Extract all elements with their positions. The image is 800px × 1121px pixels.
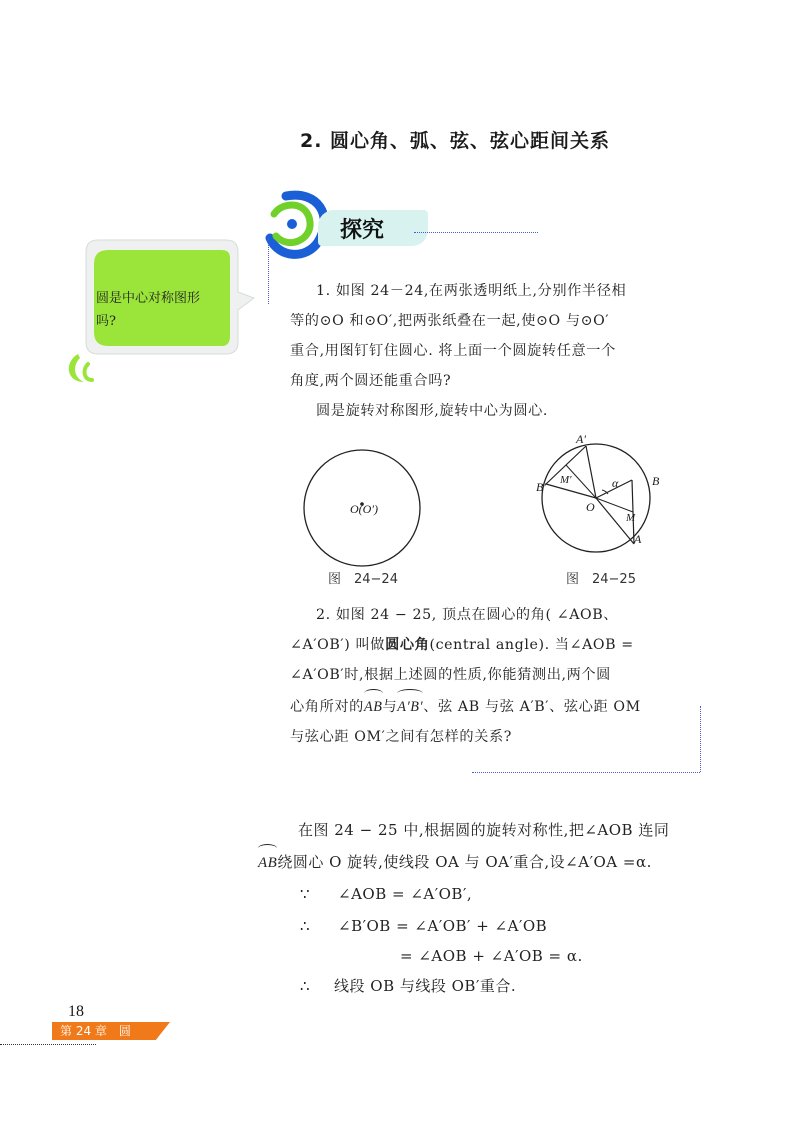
p1-line-3: 重合,用图钉钉住圆心. 将上面一个圆旋转任意一个 [290, 343, 616, 359]
frame-left-dots [268, 238, 269, 304]
main-line-1: 在图 24 − 25 中,根据圆的旋转对称性,把∠AOB 连同 [298, 821, 670, 839]
main-line-2-post: 绕圆心 O 旋转,使线段 OA 与 OA′重合,设∠A′OA =α. [277, 853, 652, 871]
p2-line-2 [290, 630, 634, 660]
therefore-symbol-1: ∴ [300, 917, 311, 935]
explore-label: 探究 [340, 218, 385, 243]
fig25-caption: 图 24−25 [566, 572, 636, 587]
main-line-4: ∠B′OB = ∠A′OB′ + ∠A′OB [338, 917, 548, 935]
frame-bottom-dots [472, 772, 700, 773]
page-number: 18 [68, 1003, 84, 1020]
p1-line-2: 等的⊙O 和⊙O′,把两张纸叠在一起,使⊙O 与⊙O′ [290, 313, 610, 329]
p1-line-5: 圆是旋转对称图形,旋转中心为圆心. [316, 403, 549, 419]
p2-line-4 [290, 692, 641, 722]
p1-line-1: 1. 如图 24－24,在两张透明纸上,分别作半径相 [316, 283, 627, 299]
main-line-2 [258, 846, 652, 879]
arc-a-prime-b-prime: A′B′ [397, 692, 423, 722]
fig25-label-b: B [652, 474, 660, 488]
explore-badge [258, 186, 428, 266]
p2-line-2-post: (central angle). 当∠AOB = [429, 637, 634, 653]
arc-ab: AB [364, 692, 383, 722]
therefore-symbol-2: ∴ [300, 977, 311, 995]
footer-dots [0, 1044, 96, 1045]
fig25-label-m: M [626, 512, 636, 524]
p2-line-4-pre: 心角所对的 [290, 699, 364, 715]
frame-top-dots [414, 232, 538, 233]
figure-24-25 [528, 432, 668, 562]
main-arc-ab: AB [258, 847, 277, 879]
fig25-label-b-prime: B′ [536, 480, 546, 494]
bubble-question: 圆是中心对称图形吗? [96, 291, 201, 329]
p2-line-5: 与弦心距 OM′之间有怎样的关系? [290, 729, 512, 745]
p2-line-4-mid: 与 [382, 699, 398, 715]
main-line-3: ∠AOB = ∠A′OB′, [338, 885, 473, 903]
p1-line-4: 角度,两个圆还能重合吗? [290, 373, 452, 389]
fig25-label-m-prime: M′ [560, 474, 572, 486]
section-title: 2. 圆心角、弧、弦、弦心距间关系 [300, 130, 611, 152]
main-line-6: 线段 OB 与线段 OB′重合. [334, 977, 517, 995]
fig24-center-label: O(O′) [350, 502, 378, 516]
frame-right-dots [700, 706, 701, 772]
p2-line-4-post: 、弦 AB 与弦 A′B′、弦心距 OM [423, 699, 641, 715]
p2-line-1: 2. 如图 24 − 25, 顶点在圆心的角( ∠AOB、 [316, 607, 619, 623]
fig25-label-a: A [634, 532, 642, 546]
fig25-label-alpha: α [612, 476, 619, 490]
fig24-caption: 图 24−24 [328, 572, 398, 587]
fig25-label-o: O [586, 500, 595, 514]
chapter-label: 第 24 章 圆 [60, 1024, 131, 1038]
p2-line-2-pre: ∠A′OB′) 叫做 [290, 637, 386, 653]
fig25-label-a-prime: A′ [576, 432, 586, 446]
because-symbol: ∵ [300, 885, 311, 903]
main-line-5: = ∠AOB + ∠A′OB = α. [400, 947, 583, 965]
p2-line-3: ∠A′OB′时,根据上述圆的性质,你能猜测出,两个圆 [290, 667, 611, 683]
term-central-angle: 圆心角 [385, 637, 430, 653]
